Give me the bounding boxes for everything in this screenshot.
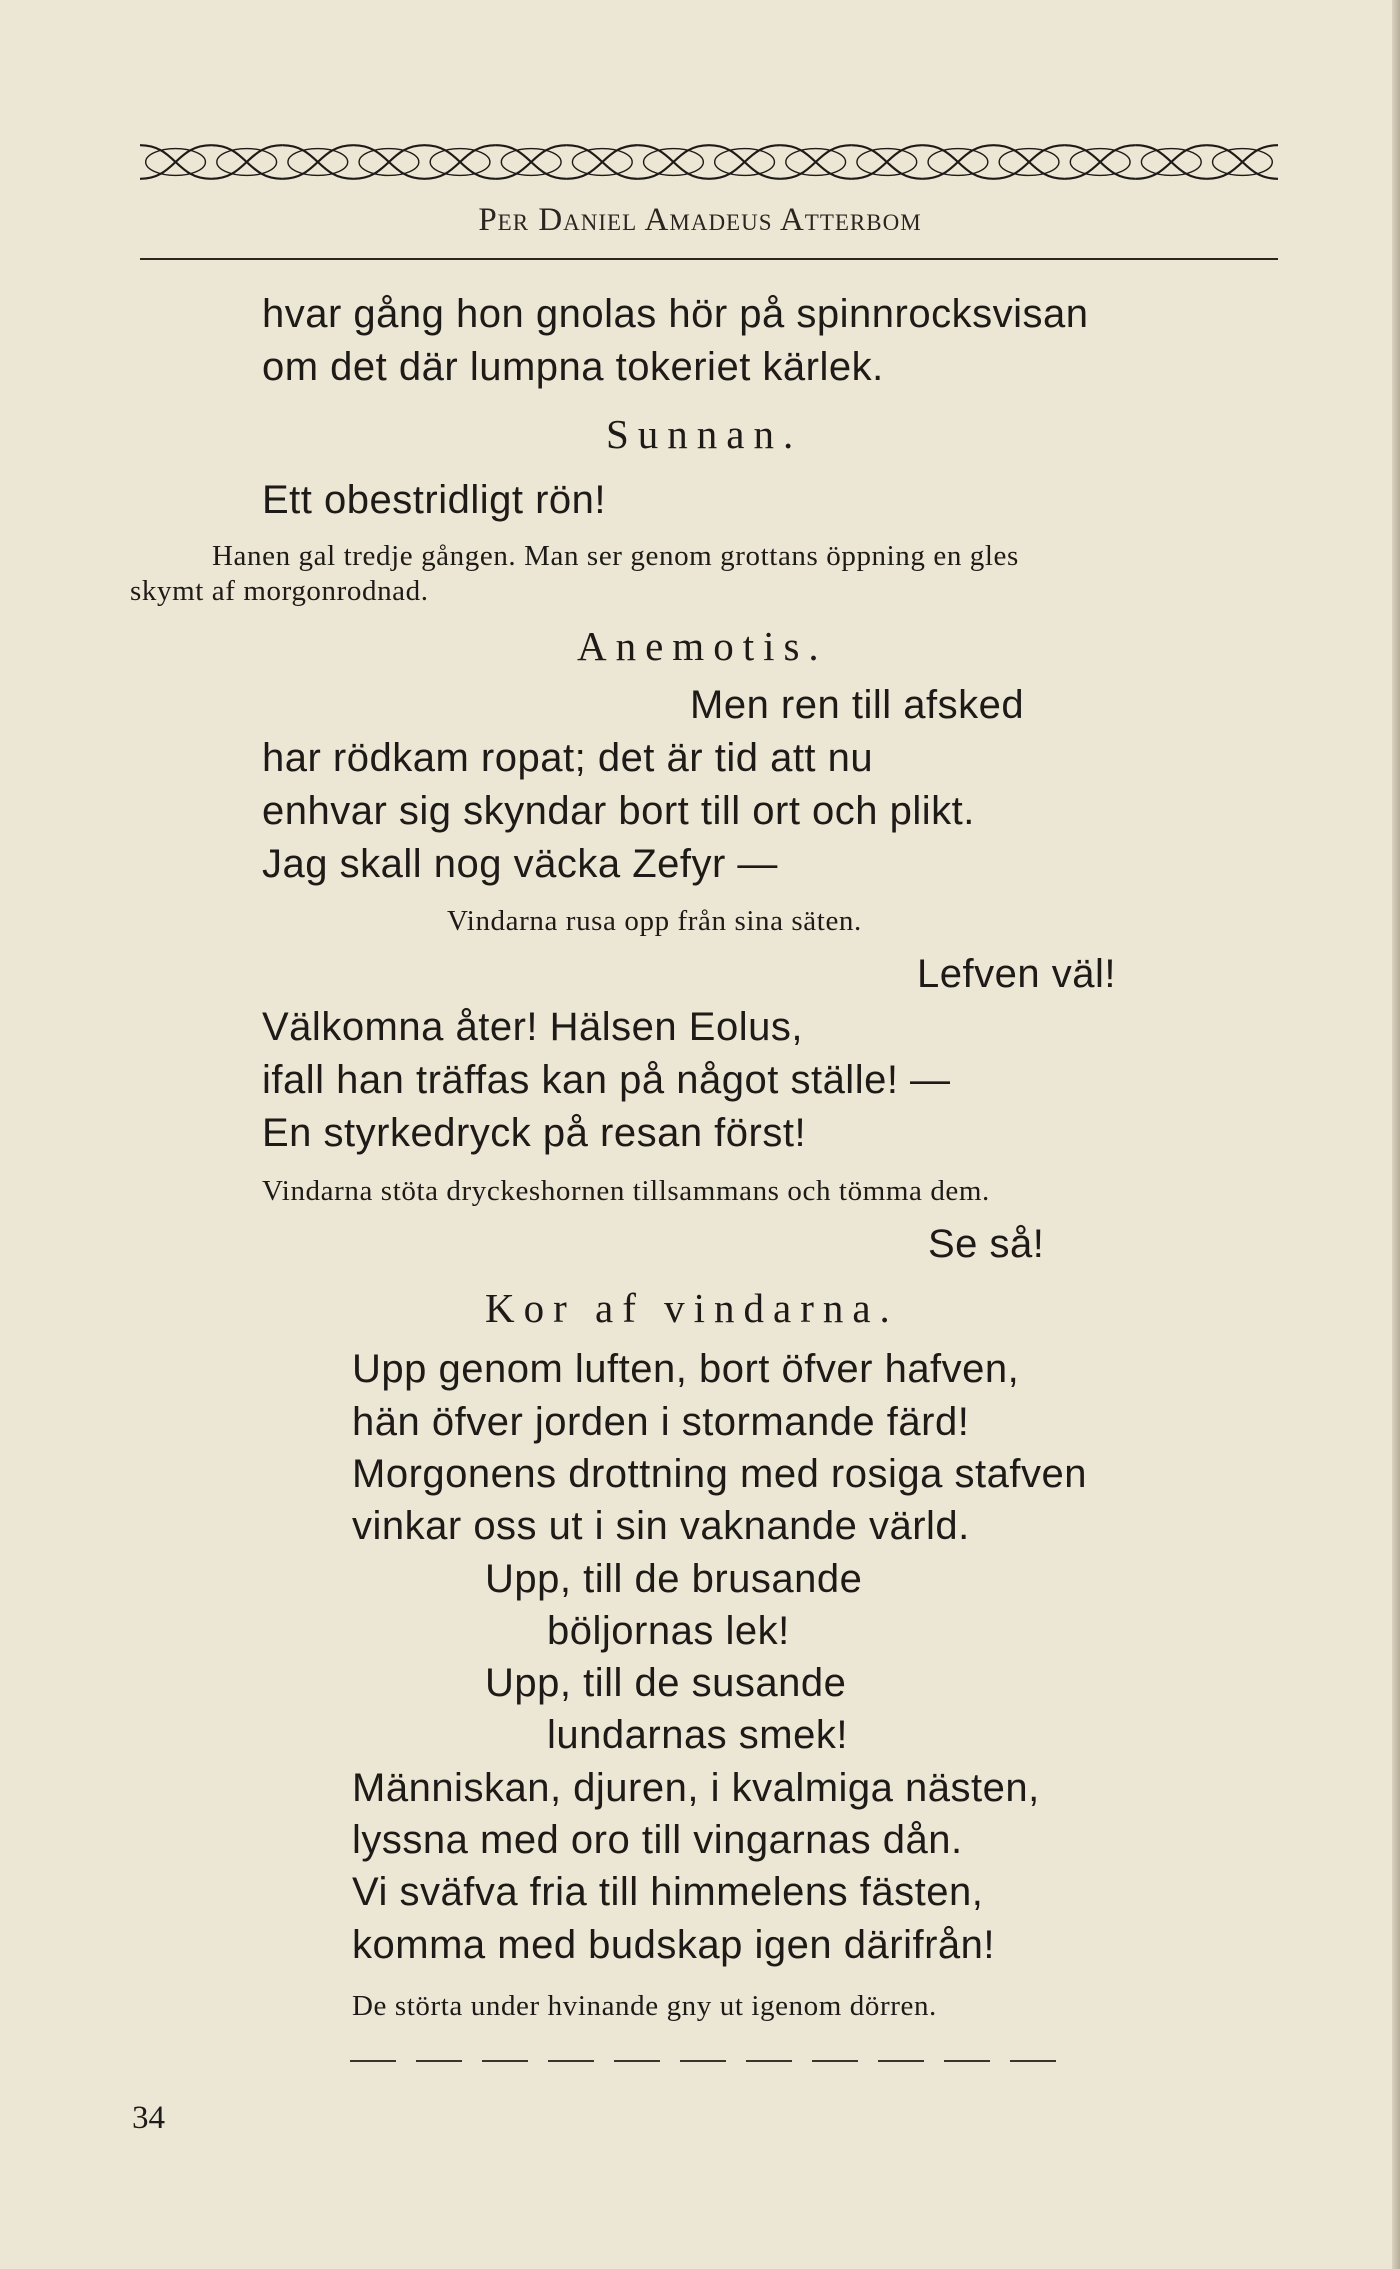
verse-line: ifall han träffas kan på något ställe! —	[262, 1058, 951, 1102]
header-rule	[140, 258, 1278, 260]
ornament-stroke	[211, 145, 282, 179]
verse-line: Välkomna åter! Hälsen Eolus,	[262, 1005, 803, 1049]
verse-line: Jag skall nog väcka Zefyr —	[262, 842, 778, 886]
speaker-name-sunnan: Sunnan.	[606, 411, 803, 457]
ornament-stroke	[638, 145, 709, 179]
stage-direction: skymt af morgonrodnad.	[130, 575, 429, 607]
verse-line: Men ren till afsked	[690, 683, 1025, 727]
section-end-rule	[350, 2060, 1070, 2062]
ornament-stroke	[282, 145, 353, 179]
verse-line: har rödkam ropat; det är tid att nu	[262, 736, 874, 780]
verse-line: om det där lumpna tokeriet kärlek.	[262, 345, 884, 389]
verse-line: Människan, djuren, i kvalmiga nästen,	[352, 1766, 1040, 1810]
verse-line: Lefven väl!	[917, 952, 1116, 996]
ornament-stroke	[425, 145, 496, 179]
ornament-stroke	[709, 145, 780, 179]
verse-line: Vi sväfva fria till himmelens fästen,	[352, 1870, 984, 1914]
ornament-stroke	[353, 145, 424, 179]
ornament-stroke	[140, 145, 211, 179]
verse-line: Morgonens drottning med rosiga stafven	[352, 1452, 1087, 1496]
ornament-stroke	[1207, 145, 1278, 179]
ornament-stroke	[780, 145, 851, 179]
stage-direction: Vindarna rusa opp från sina säten.	[447, 905, 862, 937]
page-edge	[1392, 0, 1400, 2269]
verse-line: lyssna med oro till vingarnas dån.	[352, 1818, 963, 1862]
verse-line: enhvar sig skyndar bort till ort och plikt.	[262, 789, 975, 833]
verse-line: lundarnas smek!	[547, 1713, 848, 1757]
ornament-stroke	[851, 145, 922, 179]
page-number: 34	[132, 2100, 165, 2136]
verse-line: Se så!	[928, 1222, 1045, 1266]
stage-direction: De störta under hvinande gny ut igenom dörren.	[352, 1990, 937, 2022]
verse-line: komma med budskap igen därifrån!	[352, 1923, 995, 1967]
stage-direction: Vindarna stöta dryckeshornen tillsammans och tömma dem.	[262, 1175, 990, 1207]
ornament-stroke	[1065, 145, 1136, 179]
ornament-stroke	[1136, 145, 1207, 179]
header-ornament	[140, 138, 1278, 186]
verse-line: Ett obestridligt rön!	[262, 478, 606, 522]
ornament-stroke	[496, 145, 567, 179]
verse-line: Upp, till de brusande	[485, 1557, 863, 1601]
ornament-stroke	[922, 145, 993, 179]
author-name: Per Daniel Amadeus Atterbom	[478, 202, 922, 238]
verse-line: hän öfver jorden i stormande färd!	[352, 1400, 970, 1444]
stage-direction: Hanen gal tredje gången. Man ser genom grottans öppning en gles	[212, 540, 1019, 572]
verse-line: Upp, till de susande	[485, 1661, 847, 1705]
verse-line: böljornas lek!	[547, 1609, 790, 1653]
speaker-name-chorus: Kor af vindarna.	[485, 1285, 899, 1331]
verse-line: vinkar oss ut i sin vaknande värld.	[352, 1504, 970, 1548]
ornament-stroke	[567, 145, 638, 179]
running-header	[0, 202, 1400, 239]
verse-line: Upp genom luften, bort öfver hafven,	[352, 1347, 1020, 1391]
verse-line: En styrkedryck på resan först!	[262, 1111, 807, 1155]
verse-line: hvar gång hon gnolas hör på spinnrocksvisan	[262, 292, 1089, 336]
speaker-name-anemotis: Anemotis.	[577, 623, 828, 669]
ornament-stroke	[994, 145, 1065, 179]
